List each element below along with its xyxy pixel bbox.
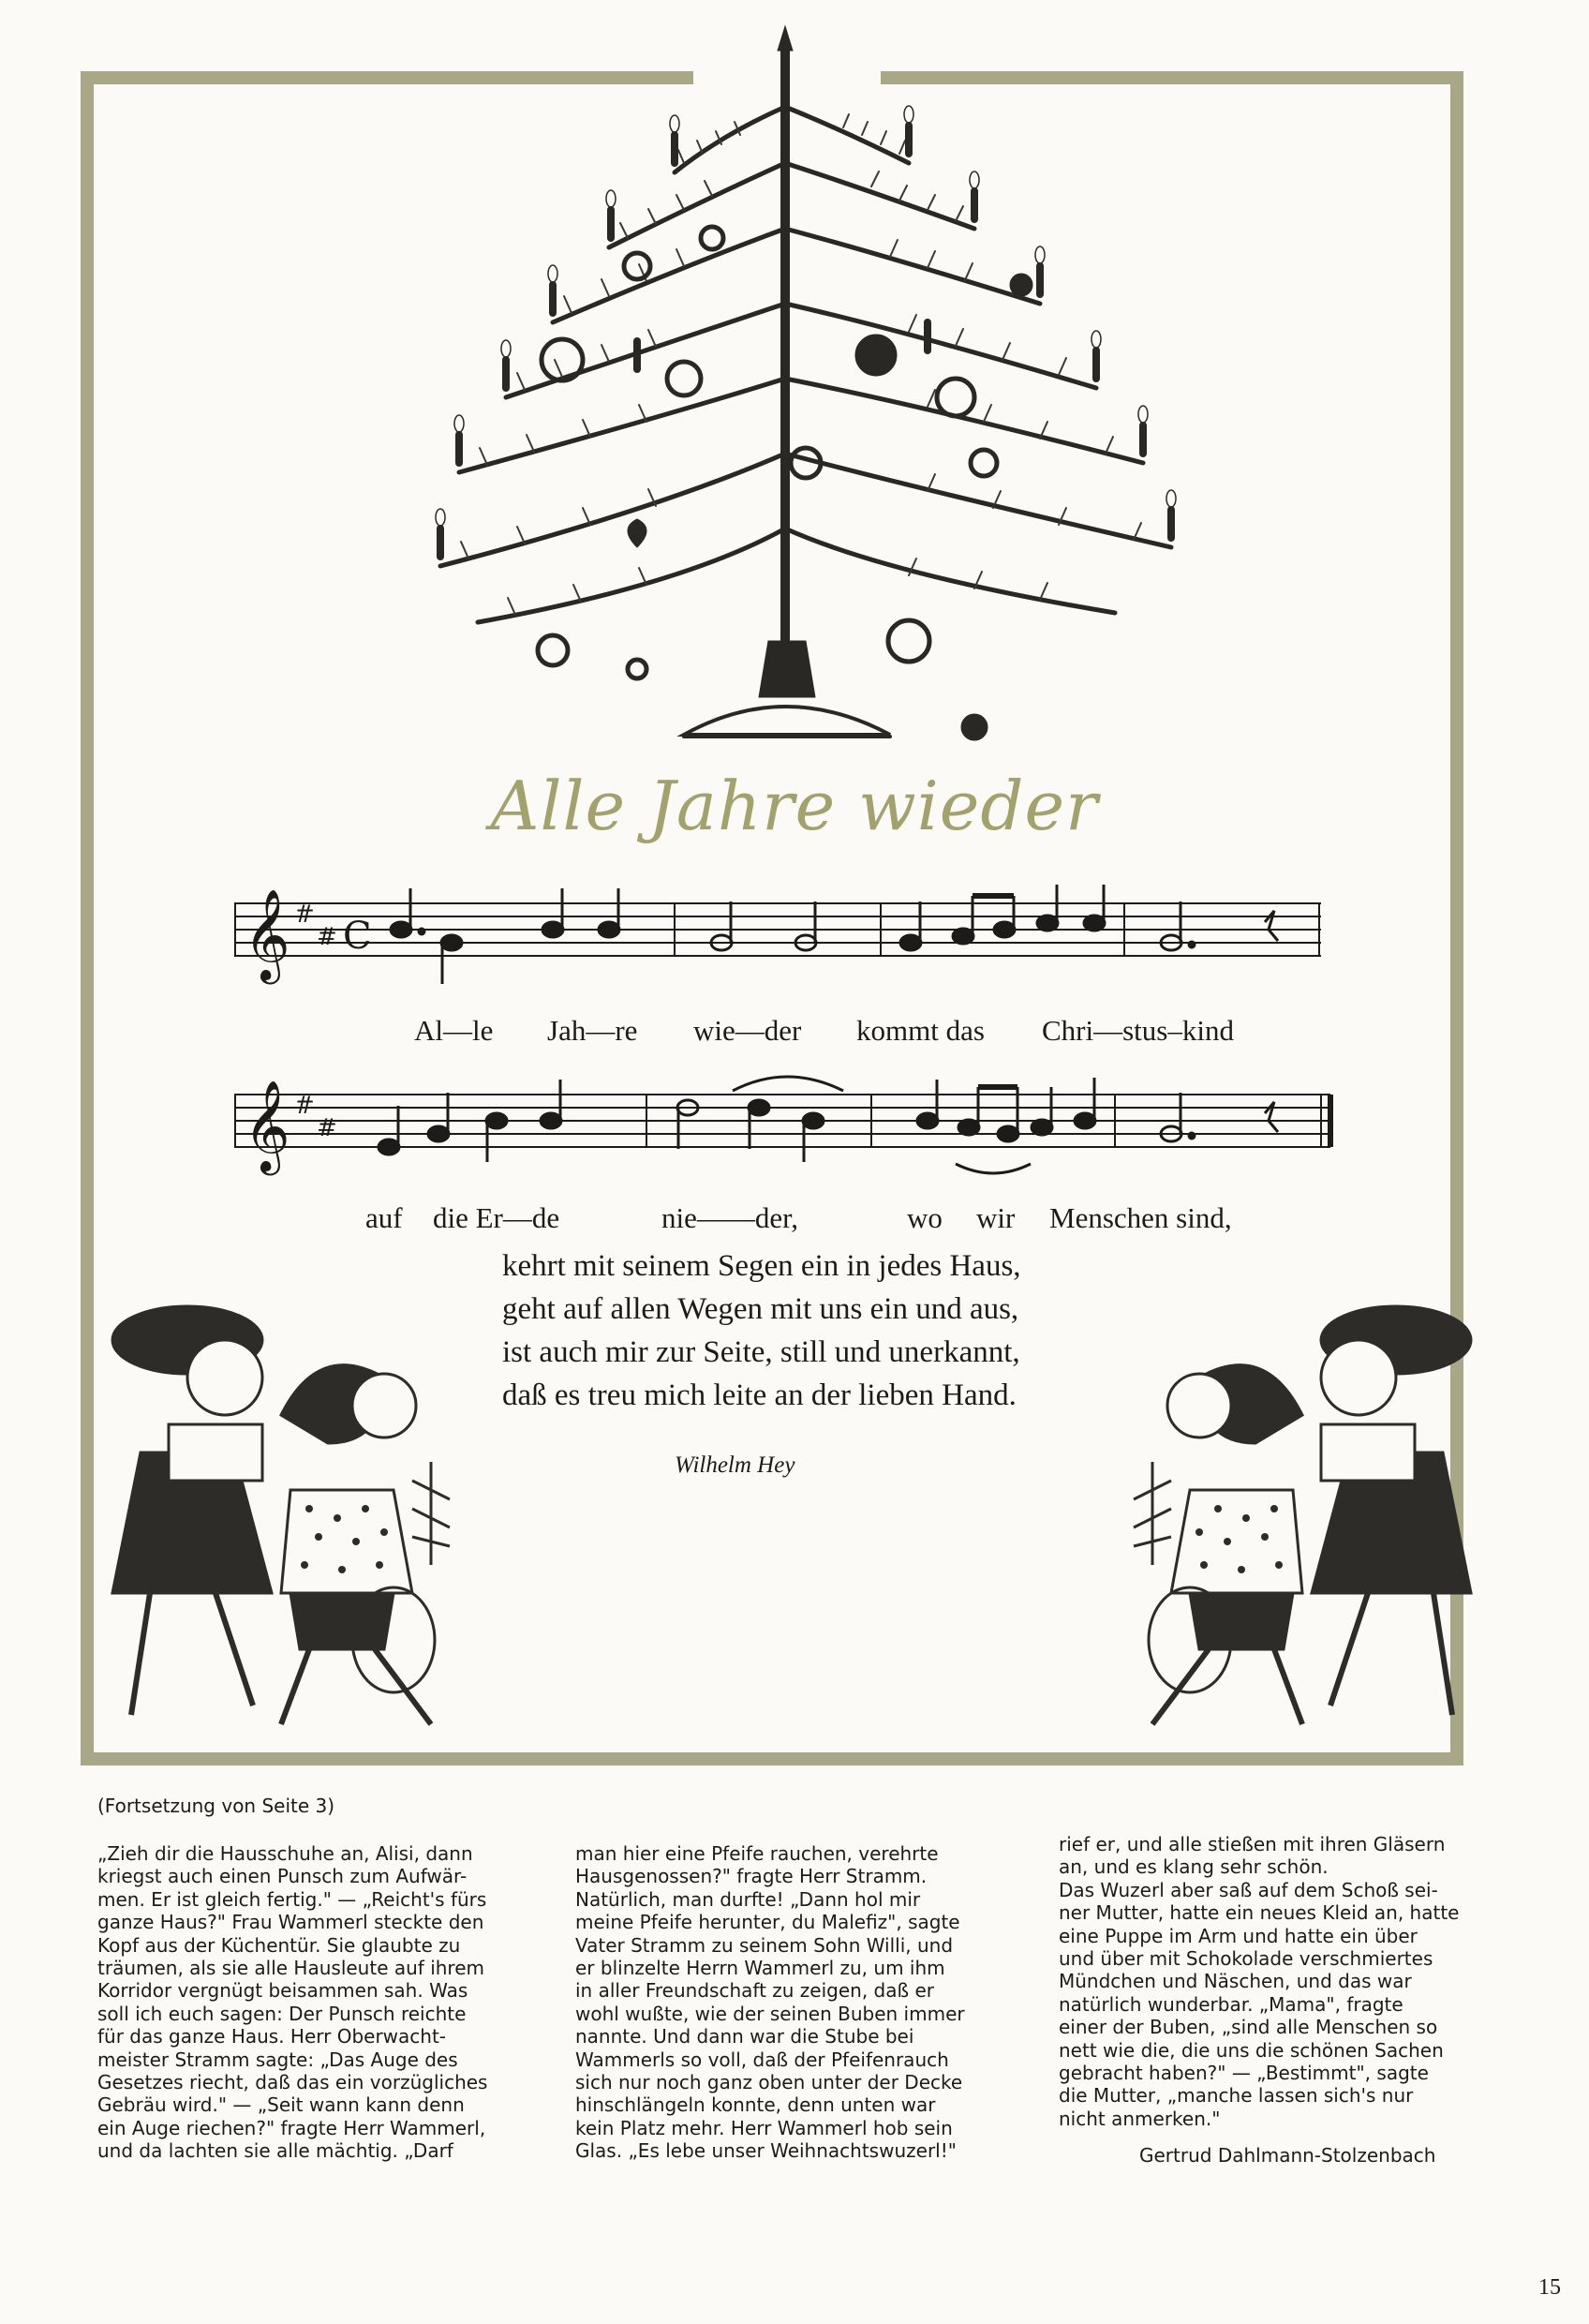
story-column-2 [575,1842,995,2162]
story-line: meine Pfeife herunter, du Malefiz", sagte [575,1911,960,1934]
continuation-note: (Fortsetzung von Seite 3) [97,1795,335,1817]
story-line: Das Wuzerl aber saß auf dem Schoß sei- [1059,1878,1438,1901]
story-line: an, und es klang sehr schön. [1059,1855,1329,1879]
story-line: Korridor vergnügt beisammen sah. Was [97,1979,468,2003]
lyric-syllable: auf [365,1201,403,1234]
story-line: Natürlich, man durfte! „Dann hol mir [575,1887,921,1911]
story-line: kein Platz mehr. Herr Wammerl hob sein [575,2116,953,2139]
lyric-syllable: wir [976,1201,1016,1234]
lyric-syllable: nie——der, [661,1201,798,1234]
children-illustration-left [75,1284,506,1752]
svg-text:#: # [317,1114,337,1142]
svg-text:𝄞: 𝄞 [244,1080,290,1171]
story-line: hinschlängeln konnte, denn unten war [575,2093,936,2117]
story-signature: Gertrud Dahlmann-Stolzenbach [1139,2144,1436,2167]
verse-line: daß es treu mich leite an der lieben Hand. [502,1378,1017,1412]
story-line: wohl wußte, wie der seinen Buben immer [575,2002,965,2025]
story-line: Hausgenossen?" fragte Herr Stramm. [575,1865,928,1888]
story-line: gebracht haben?" — „Bestimmt", sagte [1059,2061,1429,2084]
lyric-syllable: kommt das [856,1014,985,1047]
story-line: die Mutter, „manche lassen sich's nur [1059,2084,1414,2108]
story-line: nett wie die, die uns die schönen Sachen [1059,2038,1444,2062]
lyric-syllable: Al—le [414,1014,494,1047]
story-line: in aller Freundschaft zu zeigen, daß er [575,1979,934,2003]
page-number: 15 [1538,2275,1561,2300]
lyric-syllable: die Er—de [433,1201,560,1234]
story-column-1 [97,1842,517,2162]
story-line: Wammerls so voll, daß der Pfeifenrauch [575,2048,949,2071]
verse-line: geht auf allen Wegen mit uns ein und aus, [502,1292,1019,1326]
story-line: Gebräu wird." — „Seit wann kann denn [97,2093,465,2117]
story-line: „Zieh dir die Hausschuhe an, Alisi, dann [97,1842,473,1865]
story-line: ganze Haus?" Frau Wammerl steckte den [97,1911,484,1934]
svg-text:#: # [317,923,337,951]
lyric-syllable: wo [907,1201,943,1234]
verse-line: kehrt mit seinem Segen ein in jedes Haus, [502,1249,1021,1283]
story-line: Kopf aus der Küchentür. Sie glaubte zu [97,1933,461,1957]
lyric-syllable: Jah—re [547,1014,638,1047]
song-title: Alle Jahre wieder [490,767,1099,845]
svg-text:C: C [343,915,372,958]
story-line: man hier eine Pfeife rauchen, verehrte [575,1842,939,1865]
story-line: kriegst auch einen Punsch zum Aufwär- [97,1865,468,1888]
svg-text:#: # [294,1092,315,1120]
story-line: natürlich wunderbar. „Mama", fragte [1059,1992,1403,2016]
christmas-tree-illustration [403,22,1190,772]
story-line: für das ganze Haus. Herr Oberwacht- [97,2025,447,2048]
story-line: und über mit Schokolade verschmiertes [1059,1946,1433,1970]
music-staff-2 [234,1066,1340,1207]
music-staff-1 [234,885,1321,1016]
story-line: Glas. „Es lebe unser Weihnachtswuzerl!" [575,2139,957,2163]
svg-text:#: # [294,901,315,929]
story-column-3 [1059,1833,1480,2130]
story-line: einer der Buben, „sind alle Menschen so [1059,2016,1438,2039]
lyric-syllable: wie—der [693,1014,802,1047]
verse-line: ist auch mir zur Seite, still und unerkannt, [502,1335,1020,1369]
story-line: sich nur noch ganz oben unter der Decke [575,2070,963,2093]
song-verse [502,1244,1021,1417]
lyric-syllable: Menschen sind, [1049,1201,1232,1234]
story-line: ein Auge riechen?" fragte Herr Wammerl, [97,2116,486,2139]
story-line: nicht anmerken." [1059,2107,1221,2130]
story-line: rief er, und alle stießen mit ihren Gläsern [1059,1833,1446,1855]
svg-text:𝄞: 𝄞 [244,888,290,980]
story-line: men. Er ist gleich fertig." — „Reicht's fürs [97,1887,487,1911]
story-line: Vater Stramm zu seinem Sohn Willi, und [575,1933,954,1957]
story-line: und da lachten sie alle mächtig. „Darf [97,2139,453,2163]
story-line: Mündchen und Näschen, und das war [1059,1970,1412,1993]
story-line: nannte. Und dann war die Stube bei [575,2025,914,2048]
story-line: meister Stramm sagte: „Das Auge des [97,2048,458,2071]
song-author: Wilhelm Hey [675,1452,795,1478]
children-illustration-right [1077,1284,1508,1752]
lyric-syllable: Chri—stus–kind [1042,1014,1234,1047]
story-line: eine Puppe im Arm und hatte ein über [1059,1924,1418,1947]
story-line: soll ich euch sagen: Der Punsch reichte [97,2002,467,2025]
story-line: ner Mutter, hatte ein neues Kleid an, hatte [1059,1901,1460,1925]
story-line: träumen, als sie alle Hausleute auf ihrem [97,1956,484,1979]
story-line: er blinzelte Herrn Wammerl zu, um ihm [575,1956,945,1979]
story-line: Gesetzes riecht, daß das ein vorzügliches [97,2070,488,2093]
